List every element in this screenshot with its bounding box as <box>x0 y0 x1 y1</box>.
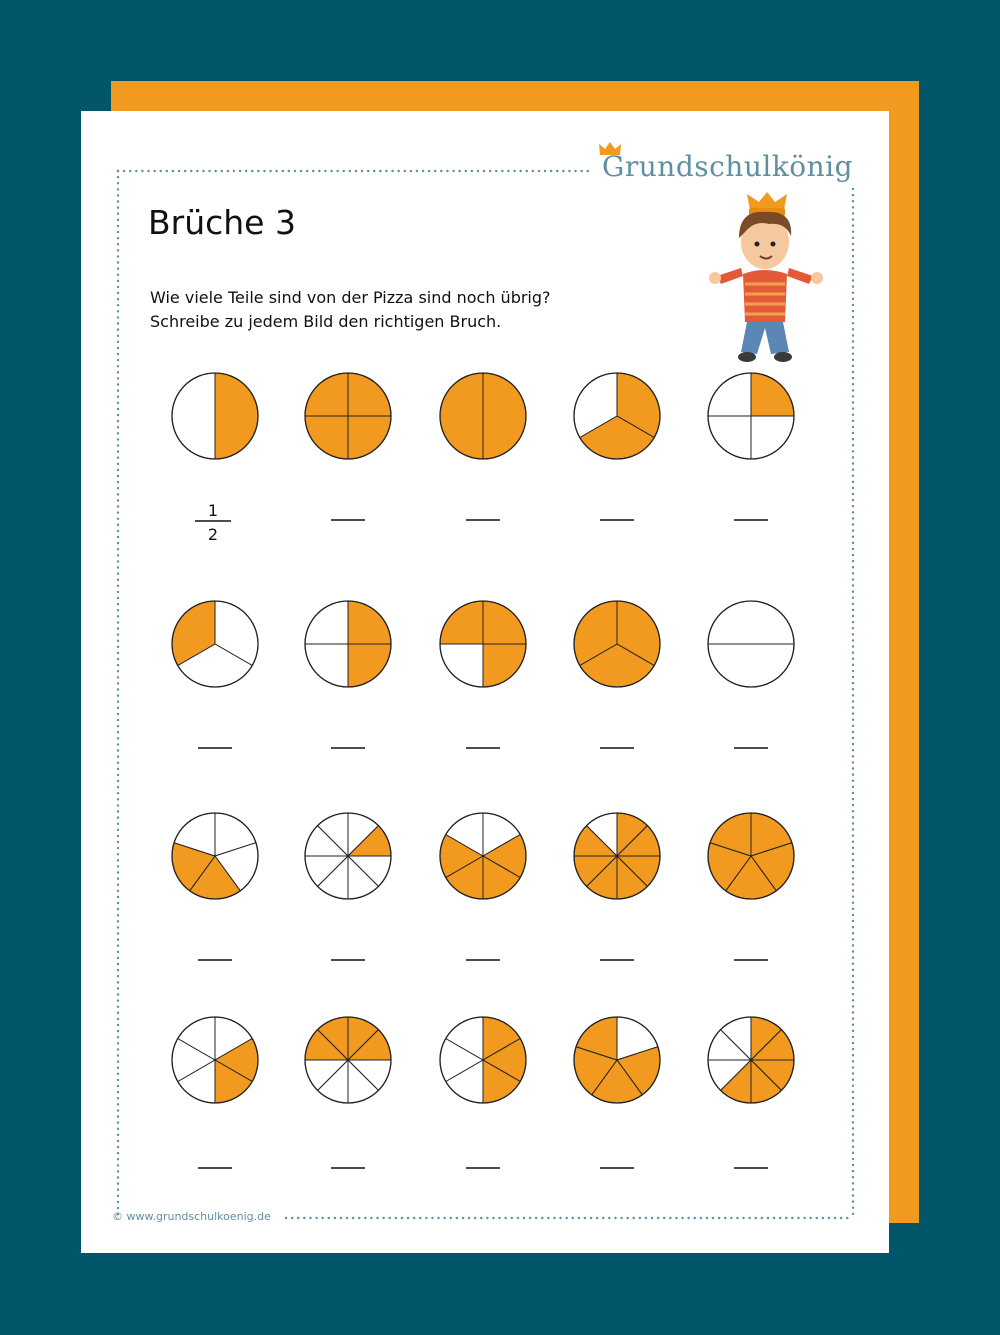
pizza-slice <box>483 373 526 459</box>
pizza-4-3 <box>440 1017 526 1103</box>
page-title: Brüche 3 <box>148 203 296 242</box>
pizza-2-3 <box>440 601 526 687</box>
pizza-1-5 <box>708 373 794 459</box>
pizza-3-1 <box>172 813 258 899</box>
pizza-1-4 <box>574 373 660 459</box>
example-numerator: 1 <box>207 501 219 520</box>
pizza-1-1 <box>172 373 258 459</box>
pizza-2-2 <box>305 601 391 687</box>
copyright-url: © www.grundschulkoenig.de <box>112 1210 271 1223</box>
pizza-slice <box>172 373 215 459</box>
pizza-4-5 <box>708 1017 794 1103</box>
brand-logo-text: Grundschulkönig <box>602 150 854 183</box>
pizza-3-2 <box>305 813 391 899</box>
pizza-4-1 <box>172 1017 258 1103</box>
pizza-2-1 <box>172 601 258 687</box>
pizza-slice <box>440 373 483 459</box>
pizza-slice <box>708 601 794 644</box>
pizza-2-5 <box>708 601 794 687</box>
pizza-slice <box>215 373 258 459</box>
pizza-4-2 <box>305 1017 391 1103</box>
pizza-1-2 <box>305 373 391 459</box>
pizza-4-4 <box>574 1017 660 1103</box>
pizza-3-3 <box>440 813 526 899</box>
example-denominator: 2 <box>207 525 219 544</box>
pizza-3-5 <box>708 813 794 899</box>
instruction-line-1: Wie viele Teile sind von der Pizza sind noch übrig? <box>150 288 551 307</box>
pizza-3-4 <box>574 813 660 899</box>
pizza-2-4 <box>574 601 660 687</box>
instruction-line-2: Schreibe zu jedem Bild den richtigen Bruch. <box>150 312 502 331</box>
pizza-slice <box>708 644 794 687</box>
example-fraction <box>195 501 231 544</box>
pizza-1-3 <box>440 373 526 459</box>
